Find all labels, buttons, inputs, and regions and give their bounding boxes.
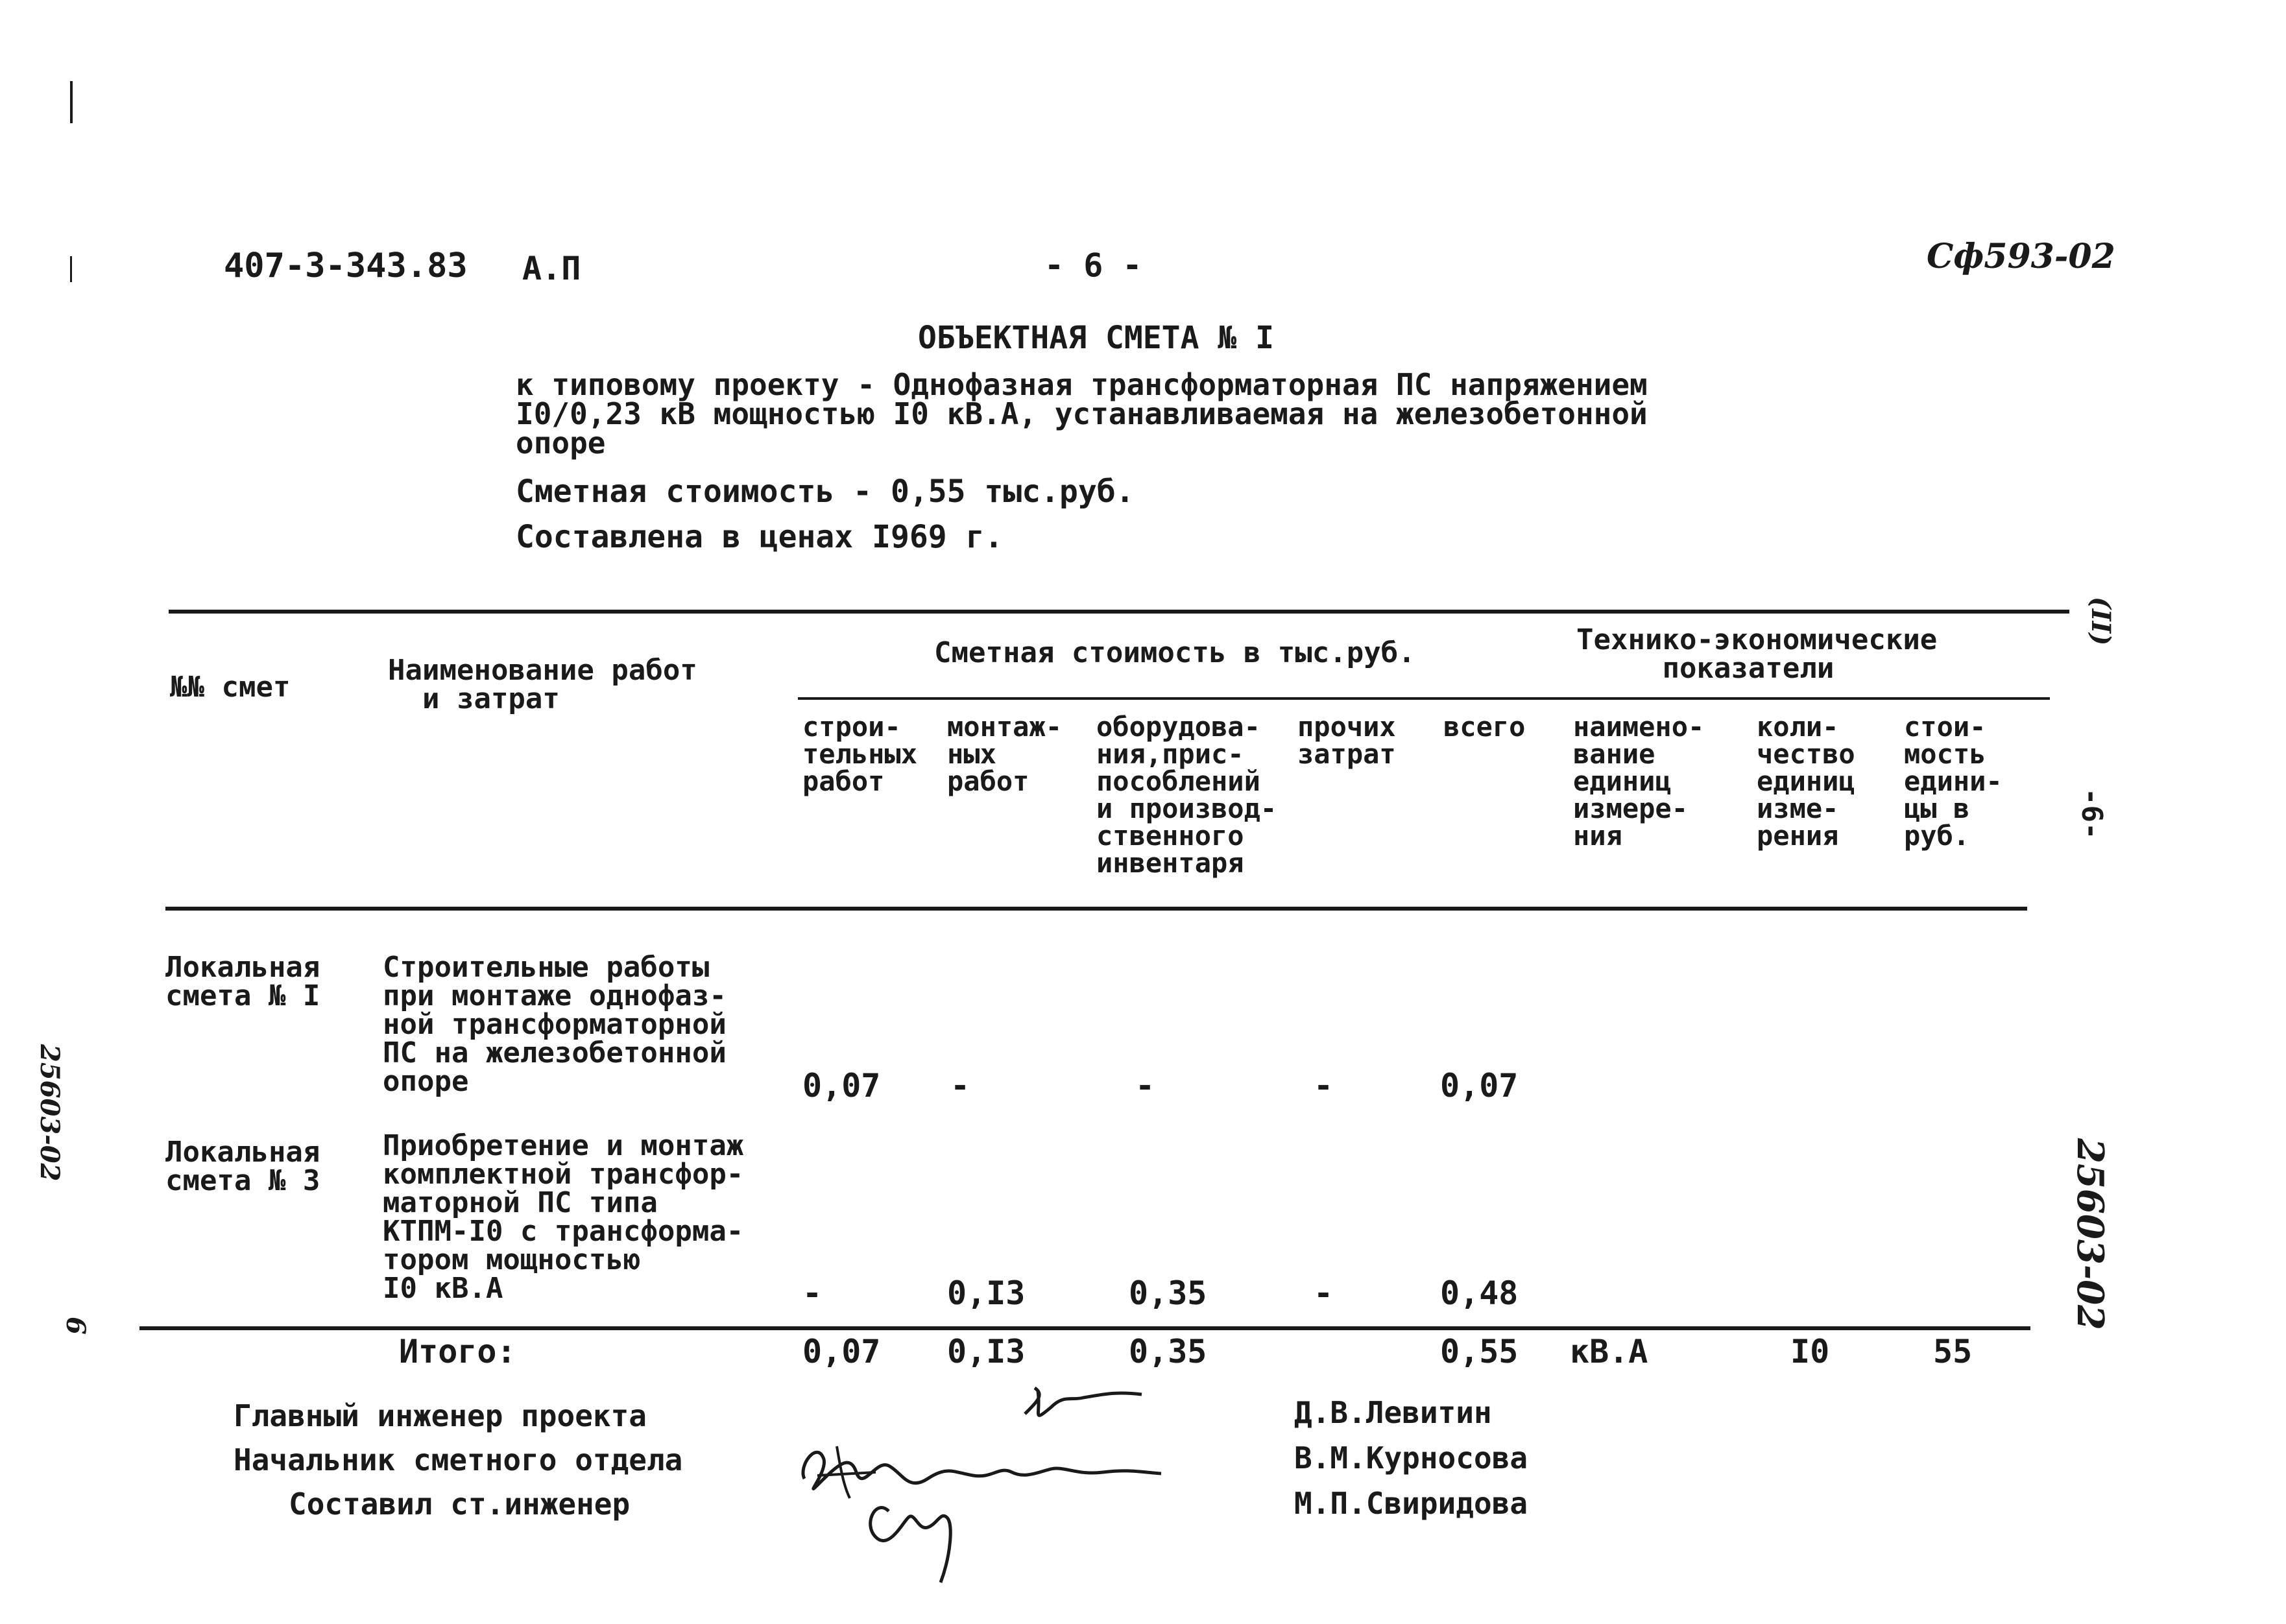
row-1-installation: - (950, 1067, 970, 1105)
subject-line-1: к типовому проекту - Однофазная трансформаторная ПС напряжением (516, 367, 1648, 402)
right-margin-page: -6- (2075, 788, 2108, 840)
row-1-other: - (1314, 1067, 1334, 1105)
handwritten-signatures (778, 1362, 1181, 1595)
role-chief-engineer: Главный инженер проекта (234, 1398, 647, 1433)
header-installation: монтаж- ных работ (947, 711, 1063, 797)
subject-line-3: опоре (516, 425, 606, 460)
row-2-total: 0,48 (1440, 1274, 1519, 1312)
margin-mark-top (70, 81, 73, 123)
totals-rule (139, 1326, 2030, 1330)
totals-label: Итого: (399, 1333, 516, 1370)
header-work-name: Наименование работ и затрат (388, 654, 697, 715)
name-chief-engineer: Д.В.Левитин (1294, 1395, 1492, 1430)
price-year: Составлена в ценах I969 г. (516, 519, 1004, 555)
header-unit-quantity: коли- чество единиц изме- рения (1757, 711, 1855, 852)
row-2-other: - (1314, 1274, 1334, 1312)
right-margin-mark: (II) (2086, 597, 2116, 646)
header-estimates-number: №№ смет (170, 671, 291, 704)
left-margin-number: 6 (60, 1317, 91, 1335)
header-tech-group: Технико-экономические показатели (1576, 623, 1938, 685)
group-header-rule (798, 697, 2050, 700)
album-number: А.П (522, 250, 581, 287)
right-margin-code: 25603-02 (2069, 1138, 2112, 1330)
header-unit-name: наимено- вание единиц измере- ния (1573, 711, 1705, 852)
totals-installation: 0,I3 (947, 1333, 1026, 1370)
role-compiled-by: Составил ст.инженер (289, 1487, 631, 1522)
name-head-estimates: В.М.Курносова (1294, 1440, 1528, 1475)
stamp-code: Сф593-02 (1927, 237, 2115, 276)
role-head-estimates: Начальник сметного отдела (234, 1442, 683, 1477)
row-1-total: 0,07 (1440, 1067, 1519, 1105)
totals-quantity: I0 (1790, 1333, 1830, 1370)
header-equipment: оборудова- ния,прис- пособлений и производ- ственного инвентаря (1096, 711, 1277, 879)
left-margin-code: 25603-02 (34, 1044, 65, 1182)
page-number: - 6 - (1044, 246, 1142, 284)
row-1-construction: 0,07 (802, 1067, 881, 1105)
header-other: прочих затрат (1297, 711, 1396, 770)
totals-construction: 0,07 (802, 1333, 881, 1370)
row-1-equipment: - (1135, 1067, 1155, 1105)
row-1-estimate: Локальная смета № I (165, 951, 320, 1012)
row-2-installation: 0,I3 (947, 1274, 1026, 1312)
header-unit-cost: стои- мость едини- цы в руб. (1904, 711, 2003, 852)
header-bottom-rule (165, 907, 2027, 911)
estimate-heading: ОБЪЕКТНАЯ СМЕТА № I (918, 320, 1275, 356)
row-2-estimate: Локальная смета № 3 (165, 1136, 320, 1197)
header-cost-group: Сметная стоимость в тыс.руб. (934, 636, 1415, 669)
header-construction: строи- тельных работ (802, 711, 918, 797)
margin-mark-mid (70, 256, 72, 282)
row-2-construction: - (802, 1274, 823, 1312)
row-1-name: Строительные работы при монтаже однофаз- ной трансформаторной ПС на железобетонной опоре (383, 951, 727, 1098)
header-total: всего (1443, 711, 1526, 743)
estimated-cost: Сметная стоимость - 0,55 тыс.руб. (516, 473, 1135, 510)
totals-unit-cost: 55 (1933, 1333, 1973, 1370)
document-code: 407-3-343.83 (224, 246, 468, 285)
table-top-rule (169, 610, 2069, 614)
row-2-equipment: 0,35 (1129, 1274, 1207, 1312)
totals-equipment: 0,35 (1129, 1333, 1207, 1370)
name-compiled-by: М.П.Свиридова (1294, 1486, 1528, 1521)
subject-line-2: I0/0,23 кВ мощностью I0 кВ.А, устанавливаемая на железобетонной (516, 396, 1648, 431)
totals-unit: кВ.А (1570, 1333, 1648, 1370)
row-2-name: Приобретение и монтаж комплектной трансфор- маторной ПС типа КТПМ-I0 с трансформа- тором мощностью I0 кВ.А (383, 1129, 744, 1305)
totals-total: 0,55 (1440, 1333, 1519, 1370)
